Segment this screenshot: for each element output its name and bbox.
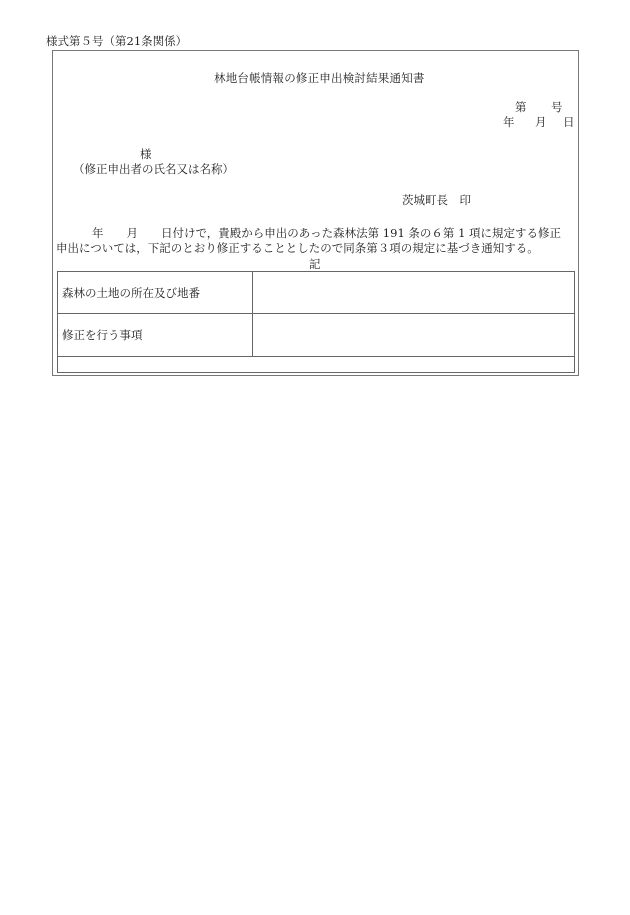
sender-seal: 茨城町長 印 [402,193,471,207]
body-line-2: 申出については，下記のとおり修正することとしたので同条第３項の規定に基づき通知する。 [56,241,539,255]
date-day: 日 [563,115,575,129]
row-empty [58,357,575,373]
ki-heading: 記 [309,257,321,271]
table-row [58,357,575,373]
doc-number-prefix: 第 [515,100,527,114]
date-year: 年 [503,115,515,129]
form-number: 様式第５号（第21条関係） [46,34,188,48]
date-month: 月 [535,115,547,129]
row-label-location: 森林の土地の所在及び地番 [58,272,253,314]
page-title: 林地台帳情報の修正申出検討結果通知書 [214,71,425,85]
body-line-1: 年 月 日付けで，貴殿から申出のあった森林法第 191 条の６第 1 項に規定する修正 [92,226,562,240]
row-label-correction: 修正を行う事項 [58,314,253,357]
table-row [58,272,575,314]
table-row [58,314,575,357]
record-table [57,271,575,373]
recipient-honorific: 様 [140,147,152,161]
row-value-location [253,272,575,314]
doc-number-suffix: 号 [551,100,563,114]
row-value-correction [253,314,575,357]
recipient-note: （修正申出者の氏名又は名称） [73,162,234,176]
